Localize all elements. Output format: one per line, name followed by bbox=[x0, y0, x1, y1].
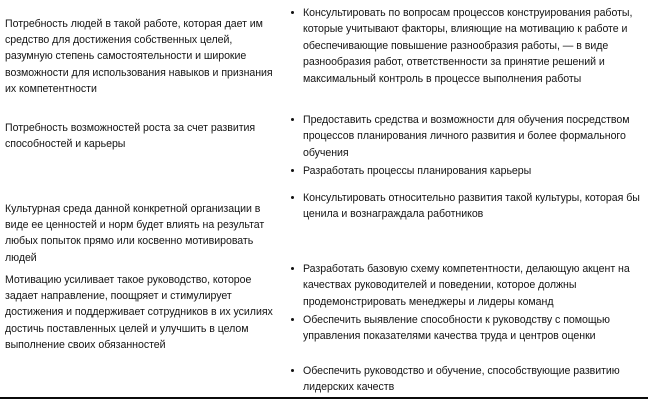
list-item-job-design-consulting bbox=[290, 5, 642, 87]
paragraph-leadership-motivation: Мотивацию усиливает такое руководство, которое задает направление, поощряет и стимулирует достижения и поддерживает сотрудников в их усилиях достичь поставленных целей и улучшить в целом выполнение своих обязанностей bbox=[5, 273, 273, 352]
paragraph-need-for-growth: Потребность возможностей роста за счет развития способностей и карьеры bbox=[5, 121, 256, 150]
list-item-text: Консультировать по вопросам процессов конструирования работы, которые учитывают факторы, влияющие на мотивацию к работе и обеспечивающие повышение разнообразия работы, — в виде разнообразия работ, ответственности за принятие решений и максимальный контроль в процессе выполнения работы bbox=[303, 7, 633, 85]
bullet-dot-icon bbox=[291, 11, 294, 14]
list-item-competency-framework bbox=[290, 261, 642, 310]
list-item-text: Обеспечить руководство и обучение, способствующие развитию лидерских качеств bbox=[303, 365, 620, 394]
list-item-text: Консультировать относительно развития такой культуры, которая бы ценила и вознаграждала работников bbox=[303, 192, 640, 221]
bullet-dot-icon bbox=[291, 369, 294, 372]
list-item-career-planning bbox=[290, 163, 642, 179]
list-item-learning-opportunities bbox=[290, 112, 642, 161]
list-item-text: Обеспечить выявление способности к руководству с помощью управления показателями качества труда и центров оценки bbox=[303, 314, 610, 343]
bullet-dot-icon bbox=[291, 169, 294, 172]
list-item-text: Разработать процессы планирования карьеры bbox=[303, 165, 532, 177]
list-item-culture-development-consulting bbox=[290, 190, 642, 223]
list-item-text: Предоставить средства и возможности для обучения посредством процессов планирования личного развития и более формального обучения bbox=[303, 114, 630, 159]
bottom-horizontal-rule bbox=[0, 397, 648, 399]
bullet-dot-icon bbox=[291, 118, 294, 121]
bullet-dot-icon bbox=[291, 196, 294, 199]
paragraph-organizational-culture: Культурная среда данной конкретной организации в виде ее ценностей и норм будет влиять на результат любых попыток прямо или косвенно мотивировать людей bbox=[5, 202, 265, 264]
list-item-leadership-training bbox=[290, 363, 642, 396]
list-item-text: Разработать базовую схему компетентности, делающую акцент на качествах руководителей и поведении, которое должны продемонстрировать менеджеры и лидеры команд bbox=[303, 263, 630, 308]
bullet-dot-icon bbox=[291, 267, 294, 270]
list-item-leadership-identification bbox=[290, 312, 642, 345]
bullet-dot-icon bbox=[291, 318, 294, 321]
paragraph-need-for-work: Потребность людей в такой работе, которая дает им средство для достижения собственных целей, разумную степень самостоятельности и широкие возможности для использования навыков и признания их компетентности bbox=[5, 17, 273, 96]
